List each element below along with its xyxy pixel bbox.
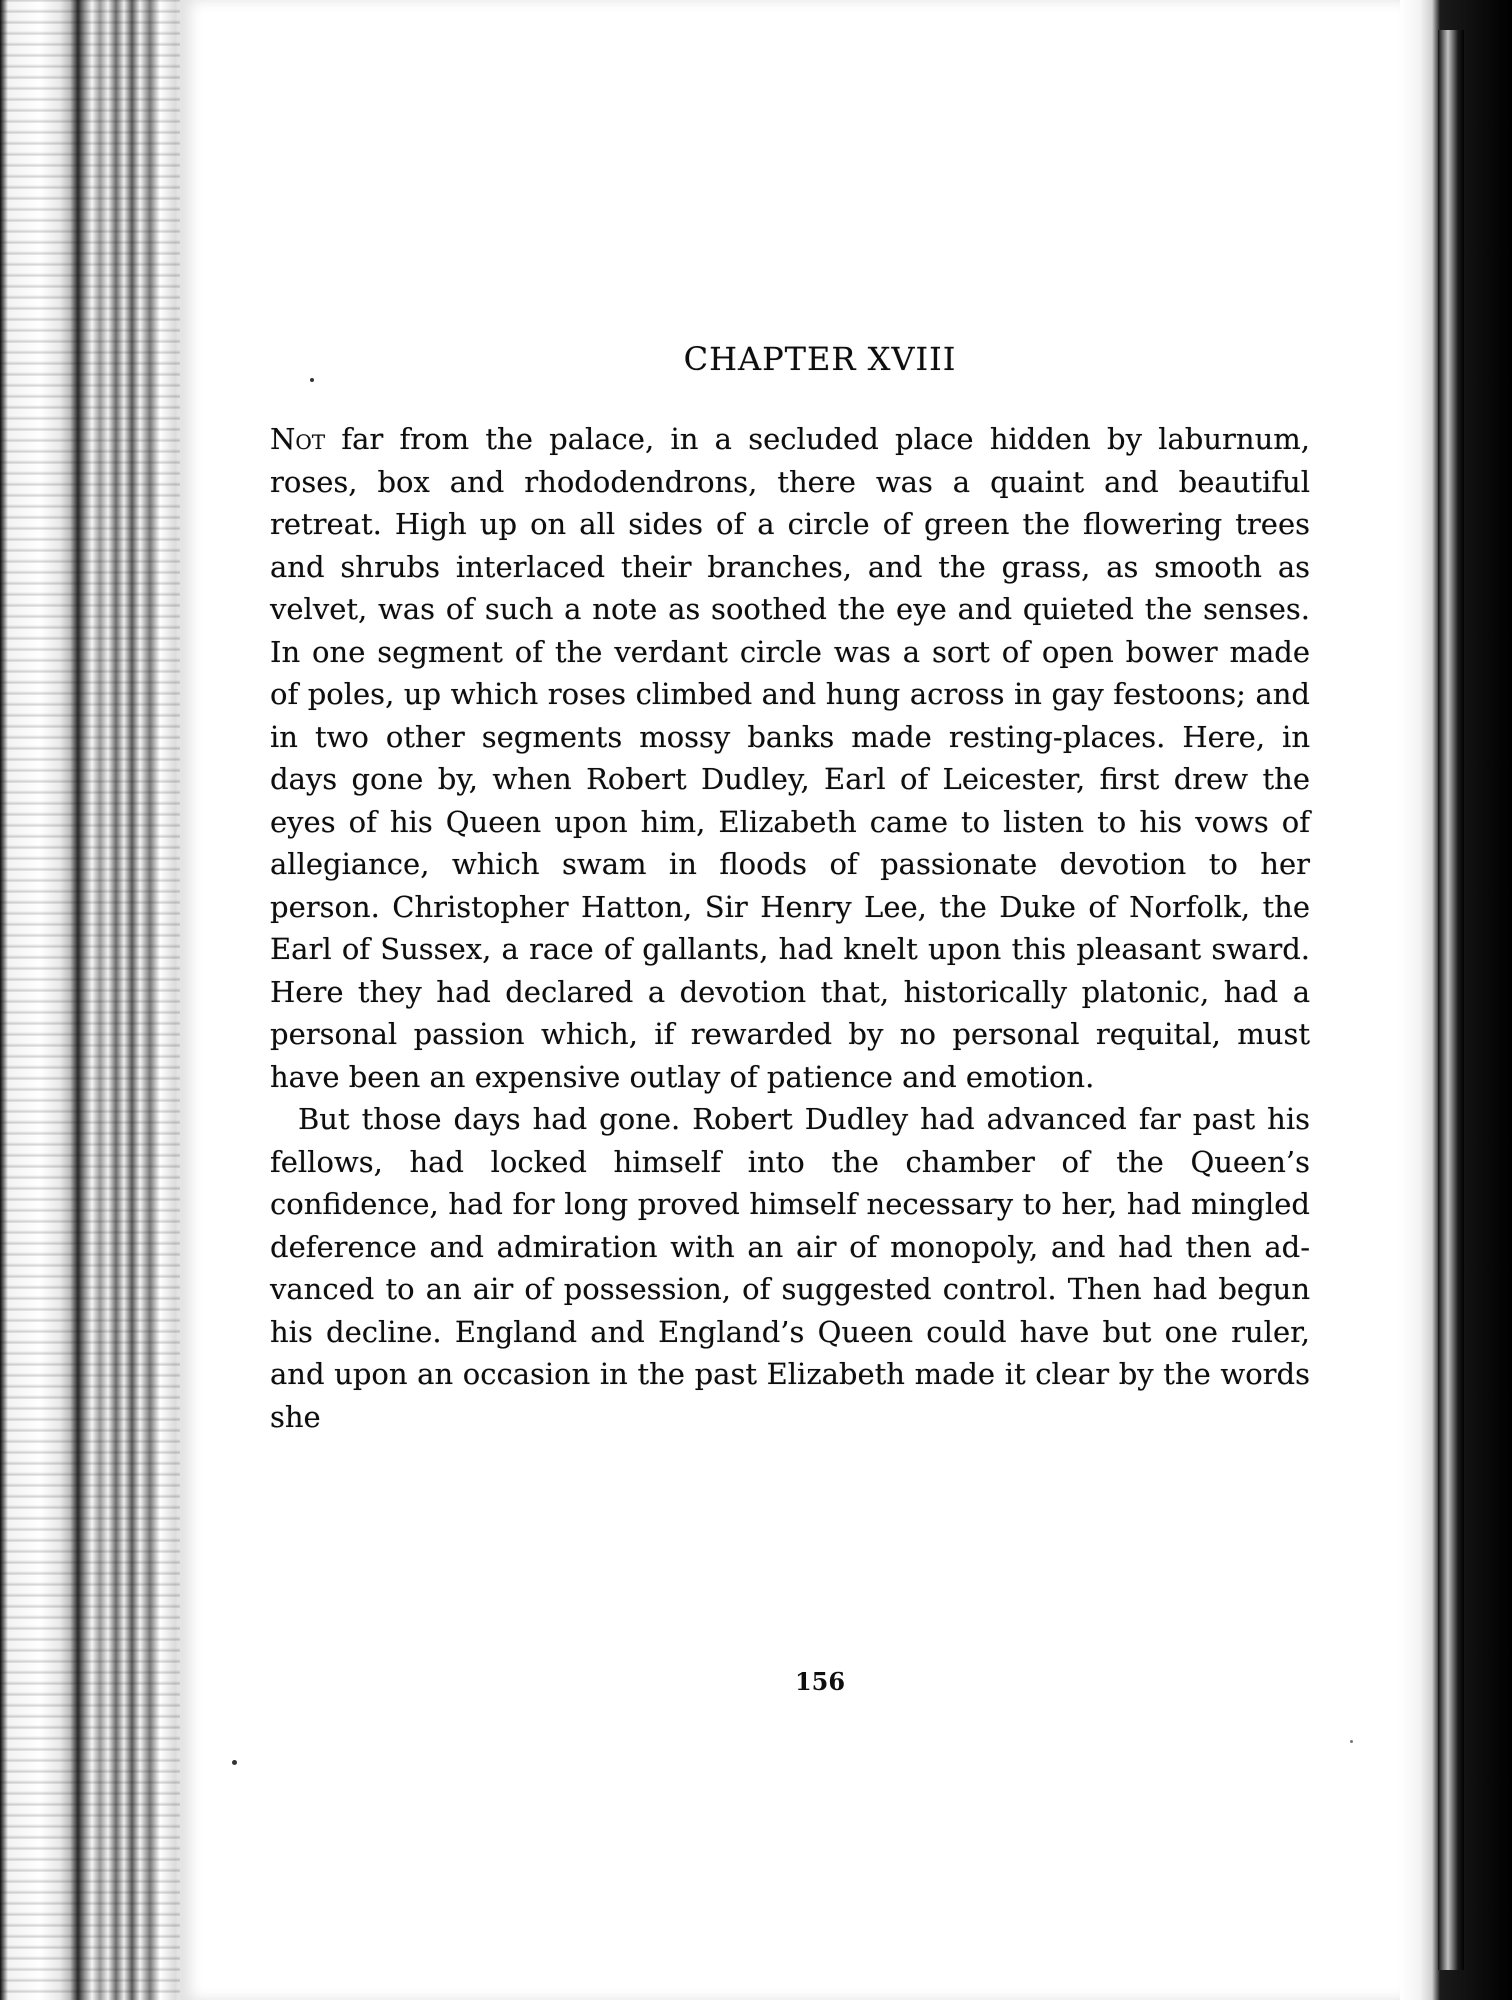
chapter-heading: CHAPTER XVIII <box>683 340 957 378</box>
paragraph <box>270 1098 1310 1438</box>
paragraph <box>270 418 1310 1098</box>
page-body <box>270 340 1310 1438</box>
paragraph-lead-word: Not <box>270 422 326 456</box>
dust-speck <box>1350 1740 1353 1743</box>
stacked-page-edges <box>0 0 190 2000</box>
paragraph-text: But those days had gone. Robert Dudley had advanced far past his fellows, had locked himself into the chamber of the Queen’s confidence, had for long proved himself necessary to her, had mingled deference and admiration with an air of monopoly, and had then advanced to an air of possession, of suggested control. Then had begun his decline. England and England’s Queen could have but one ruler, and upon an occasion in the past Elizabeth made it clear by the words she <box>270 1102 1310 1434</box>
paragraph-text: far from the palace, in a secluded place hidden by laburnum, roses, box and rhododendrons, there was a quaint and beautiful retreat. High up on all sides of a circle of green the flowering trees and shrubs interlaced their branches, and the grass, as smooth as velvet, was of such a note as soothed the eye and quieted the senses. In one segment of the verdant circle was a sort of open bower made of poles, up which roses climbed and hung across in gay festoons; and in two other segments mossy banks made resting-places. Here, in days gone by, when Robert Dudley, Earl of Leicester, first drew the eyes of his Queen upon him, Elizabeth came to listen to his vows of allegiance, which swam in floods of passionate devotion to her person. Christopher Hatton, Sir Henry Lee, the Duke of Norfolk, the Earl of Sussex, a race of gallants, had knelt upon this pleasant sward. Here they had declared a devotion that, historically platonic, had a personal passion which, if rewarded by no personal requital, must have been an expensive outlay of patience and emotion. <box>270 422 1310 1094</box>
dust-speck <box>232 1760 237 1765</box>
binding-shadow <box>1438 30 1464 1970</box>
page-number: 156 <box>794 1667 846 1696</box>
